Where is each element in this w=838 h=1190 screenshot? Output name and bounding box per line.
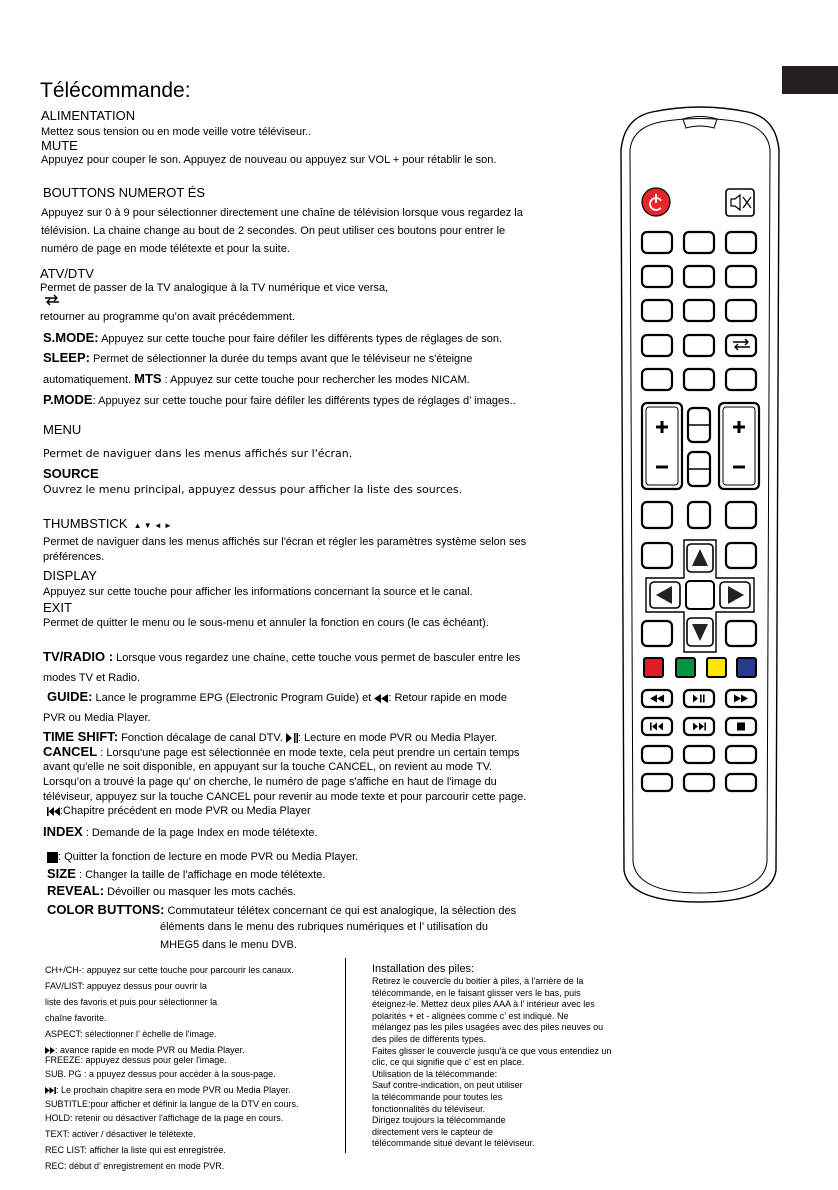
- cancel-line-1: : Lorsqu'une page est sélectionnée en mode texte, cela peut prendre un certain temps: [97, 747, 520, 759]
- timeshift-text-b: : Lecture en mode PVR ou Media Player.: [297, 732, 498, 744]
- list-item: ASPECT: sélectionner l’ échelle de l'image.: [45, 1029, 217, 1039]
- source-heading: SOURCE: [43, 466, 99, 481]
- exit-heading: EXIT: [43, 600, 72, 615]
- size-text: : Changer la taille de l'affichage en mode télétexte.: [75, 869, 326, 881]
- remote-key[interactable]: [726, 232, 756, 253]
- media-key[interactable]: [642, 718, 672, 735]
- remote-key[interactable]: [642, 266, 672, 287]
- color-key[interactable]: [644, 658, 663, 677]
- guide-line-1a: Lance le programme EPG (Electronic Program Guide) et: [92, 692, 375, 704]
- remote-key[interactable]: [726, 300, 756, 321]
- return-icon: [42, 294, 62, 306]
- display-heading: DISPLAY: [43, 568, 97, 583]
- power-heading: ALIMENTATION: [41, 108, 136, 123]
- remote-key[interactable]: [726, 335, 756, 356]
- remote-key[interactable]: [726, 621, 756, 646]
- mts-label: MTS: [134, 371, 162, 386]
- timeshift-label: TIME SHIFT:: [43, 729, 119, 744]
- previous-chapter-icon: [47, 807, 60, 816]
- list-item: HOLD: retenir ou désactiver l'affichage de la page en cours.: [45, 1113, 284, 1123]
- remote-key[interactable]: [726, 266, 756, 287]
- battery-heading: Installation des piles:: [372, 963, 475, 975]
- battery-line: télécommande situé devant le téléviseur.: [372, 1138, 535, 1149]
- atv-line-2: retourner au programme qu’on avait précédemment.: [40, 311, 295, 323]
- battery-line: télécommande, en le faisant glisser vers le bas, puis: [372, 987, 581, 998]
- reveal-text: Dévoiller ou masquer les mots cachés.: [104, 886, 297, 898]
- menu-heading: MENU: [43, 422, 82, 437]
- tvradio-line-1: Lorsque vous regardez une chaine, cette touche vous permet de basculer entre les: [113, 652, 521, 664]
- list-item: SUB. PG : a ppuyez dessus pour accéder à la sous-page.: [45, 1069, 276, 1079]
- media-key[interactable]: [684, 690, 714, 707]
- index-label: INDEX: [43, 824, 83, 839]
- remote-key[interactable]: [684, 300, 714, 321]
- tvradio-line-2: modes TV et Radio.: [43, 672, 141, 684]
- numbers-line-2: télévision. La chaine change au bout de 2 secondes. On peut utiliser ces boutons pour entrer le: [41, 225, 506, 237]
- index-text: : Demande de la page Index en mode télétexte.: [82, 827, 318, 839]
- battery-line: la télécommande pour toutes les: [372, 1091, 503, 1102]
- mute-heading: MUTE: [41, 138, 78, 153]
- remote-key[interactable]: [684, 746, 714, 763]
- list-item: FAV/LIST: appuyez dessus pour ouvrir la: [45, 981, 207, 991]
- cancel-line-5: :Chapitre précédent en mode PVR ou Media Player: [60, 805, 311, 817]
- remote-key[interactable]: [684, 232, 714, 253]
- list-item: liste des favoris et puis pour sélectionner la: [45, 997, 218, 1007]
- reveal-label: REVEAL:: [47, 883, 105, 898]
- media-key[interactable]: [684, 718, 714, 735]
- battery-line: mélangez pas les piles usagées avec des piles neuves ou: [372, 1022, 604, 1033]
- thumbstick-line-2: préférences.: [43, 551, 105, 563]
- numbers-line-3: numéro de page en mode télétexte et pour la suite.: [41, 243, 290, 255]
- list-item: REC: début d’ enregistrement en mode PVR.: [45, 1161, 225, 1171]
- thumbstick-line-1: Permet de naviguer dans les menus affichés sur l'écran et régler les paramètres système selon ses: [43, 536, 527, 548]
- color-line-3: MHEG5 dans le menu DVB.: [160, 939, 297, 951]
- color-line-1: Commutateur télétex concernant ce qui est analogique, la sélection des: [164, 905, 517, 917]
- media-key[interactable]: [726, 718, 756, 735]
- sleep-label: SLEEP:: [43, 350, 90, 365]
- exit-text: Permet de quitter le menu ou le sous-menu et annuler la fonction en cours (le cas échéant).: [43, 617, 489, 629]
- thumbstick-heading: THUMBSTICK: [43, 516, 128, 531]
- remote-key[interactable]: [642, 502, 672, 528]
- sleep-line-2b: : Appuyez sur cette touche pour rechercher les modes NICAM.: [161, 374, 470, 386]
- source-text: Ouvrez le menu principal, appuyez dessus pour afficher la liste des sources.: [43, 483, 463, 496]
- color-key[interactable]: [737, 658, 756, 677]
- remote-key[interactable]: [642, 774, 672, 791]
- battery-line: Sauf contre-indication, on peut utiliser: [372, 1080, 523, 1091]
- remote-key[interactable]: [684, 774, 714, 791]
- thumbstick-arrows: ▲ ▼ ◄ ►: [133, 521, 172, 530]
- menu-text: Permet de naviguer dans les menus affichés sur l'écran.: [43, 447, 353, 460]
- color-key[interactable]: [707, 658, 726, 677]
- atv-line-1: Permet de passer de la TV analogique à la TV numérique et vice versa,: [40, 282, 389, 294]
- battery-line: Faites glisser le couvercle jusqu'à ce que vous entendiez un: [372, 1045, 612, 1056]
- remote-key[interactable]: [726, 774, 756, 791]
- color-line-2: éléments dans le menu des rubriques numériques et l’ utilisation du: [160, 921, 488, 933]
- stop-icon: [47, 852, 58, 863]
- battery-line: polarités + et - alignées comme c’ est indiqué. Ne: [372, 1010, 569, 1021]
- battery-line: des piles de différents types.: [372, 1033, 486, 1044]
- battery-line: éteignez-le. Mettez deux piles AAA à l’ intérieur avec les: [372, 999, 595, 1010]
- list-item: FREEZE: appuyez dessus pour geler l'image.: [45, 1055, 227, 1065]
- next-note: : Le prochain chapitre sera en mode PVR ou Media Player.: [56, 1085, 291, 1095]
- media-key[interactable]: [726, 690, 756, 707]
- remote-key[interactable]: [642, 369, 672, 390]
- remote-key[interactable]: [684, 369, 714, 390]
- list-item: CH+/CH-: appuyez sur cette touche pour parcourir les canaux.: [45, 965, 294, 975]
- tvradio-label: TV/RADIO :: [43, 649, 114, 664]
- cancel-line-4: téléviseur, appuyez sur la touche CANCEL pour revenir au mode texte et pour parcourir cette page.: [43, 791, 527, 803]
- pmode-label: P.MODE: [43, 392, 93, 407]
- remote-key[interactable]: [726, 543, 756, 568]
- media-key[interactable]: [642, 690, 672, 707]
- battery-line: fonctionnalités du téléviseur.: [372, 1103, 486, 1114]
- play-pause-icon: [286, 733, 298, 743]
- remote-key[interactable]: [642, 232, 672, 253]
- guide-label: GUIDE:: [47, 689, 93, 704]
- remote-key[interactable]: [642, 335, 672, 356]
- battery-line: clic, ce qui signifie que c’ est en place.: [372, 1057, 525, 1068]
- list-item: REC LIST: afficher la liste qui est enregistrée.: [45, 1145, 226, 1155]
- stop-text: : Quitter la fonction de lecture en mode PVR ou Media Player.: [58, 851, 359, 863]
- atv-heading: ATV/DTV: [40, 266, 94, 281]
- cancel-label: CANCEL: [43, 744, 98, 759]
- page-tab-marker: [782, 66, 838, 94]
- pmode-text: : Appuyez sur cette touche pour faire défiler les différents types de réglages d’ images..: [92, 395, 516, 407]
- timeshift-text-a: Fonction décalage de canal DTV.: [118, 732, 286, 744]
- cancel-line-2: avant qu'elle ne soit disponible, en appuyant sur la touche CANCEL, on revient au mode TV.: [43, 761, 493, 773]
- page-title: Télécommande:: [40, 79, 191, 102]
- battery-line: Dirigez toujours la télécommande: [372, 1115, 506, 1126]
- mute-text: Appuyez pour couper le son. Appuyez de nouveau ou appuyez sur VOL + pour rétablir le son.: [41, 154, 497, 166]
- numbers-line-1: Appuyez sur 0 à 9 pour sélectionner directement une chaîne de télévision lorsque vous regardez la: [41, 207, 523, 219]
- color-key[interactable]: [676, 658, 695, 677]
- column-divider: [345, 958, 346, 1153]
- remote-key[interactable]: [684, 335, 714, 356]
- remote-key[interactable]: [642, 746, 672, 763]
- guide-line-2: PVR ou Media Player.: [43, 712, 151, 724]
- mute-button[interactable]: [726, 189, 754, 216]
- battery-line: directement vers le capteur de: [372, 1126, 494, 1137]
- remote-key[interactable]: [642, 300, 672, 321]
- ff-note: : avance rapide en mode PVR ou Media Player.: [55, 1045, 245, 1055]
- volume-rocker[interactable]: [642, 403, 682, 489]
- remote-key[interactable]: [642, 621, 672, 646]
- list-item: TEXT: activer / désactiver le télétexte.: [45, 1129, 196, 1139]
- guide-line-1b: : Retour rapide en mode: [388, 692, 507, 704]
- sleep-line-2a: automatiquement.: [43, 374, 135, 386]
- remote-key[interactable]: [684, 266, 714, 287]
- list-item: chaîne favorite.: [45, 1013, 107, 1023]
- remote-key[interactable]: [726, 746, 756, 763]
- numbers-heading: BOUTTONS NUMEROT ÉS: [43, 185, 206, 200]
- remote-key[interactable]: [726, 369, 756, 390]
- display-text: Appuyez sur cette touche pour afficher les informations concernant la source et le canal.: [43, 586, 473, 598]
- remote-key[interactable]: [726, 502, 756, 528]
- size-label: SIZE: [47, 866, 76, 881]
- color-label: COLOR BUTTONS:: [47, 902, 165, 917]
- channel-rocker[interactable]: [719, 403, 759, 489]
- remote-key[interactable]: [642, 543, 672, 568]
- smode-label: S.MODE:: [43, 330, 99, 345]
- remote-control-illustration: [610, 106, 790, 906]
- smode-text: Appuyez sur cette touche pour faire défiler les différents types de réglages de son.: [98, 333, 502, 345]
- battery-line: Retirez le couvercle du boitier à piles, à l'arrière de la: [372, 976, 584, 986]
- remote-key[interactable]: [688, 502, 710, 528]
- list-item: SUBTITLE:pour afficher et définir la langue de la DTV en cours.: [45, 1099, 299, 1109]
- rewind-icon: [374, 694, 388, 703]
- next-chapter-icon: [45, 1087, 56, 1094]
- power-text: Mettez sous tension ou en mode veille votre téléviseur..: [41, 126, 312, 138]
- cancel-line-3: Lorsqu’on a trouvé la page qu’ on cherche, le numéro de page s'affiche en haut de l'image du: [43, 776, 497, 788]
- battery-line: Utilisation de la télécommande:: [372, 1068, 498, 1079]
- sleep-line-1: Permet de sélectionner la durée du temps avant que le téléviseur ne s'éteigne: [89, 353, 473, 365]
